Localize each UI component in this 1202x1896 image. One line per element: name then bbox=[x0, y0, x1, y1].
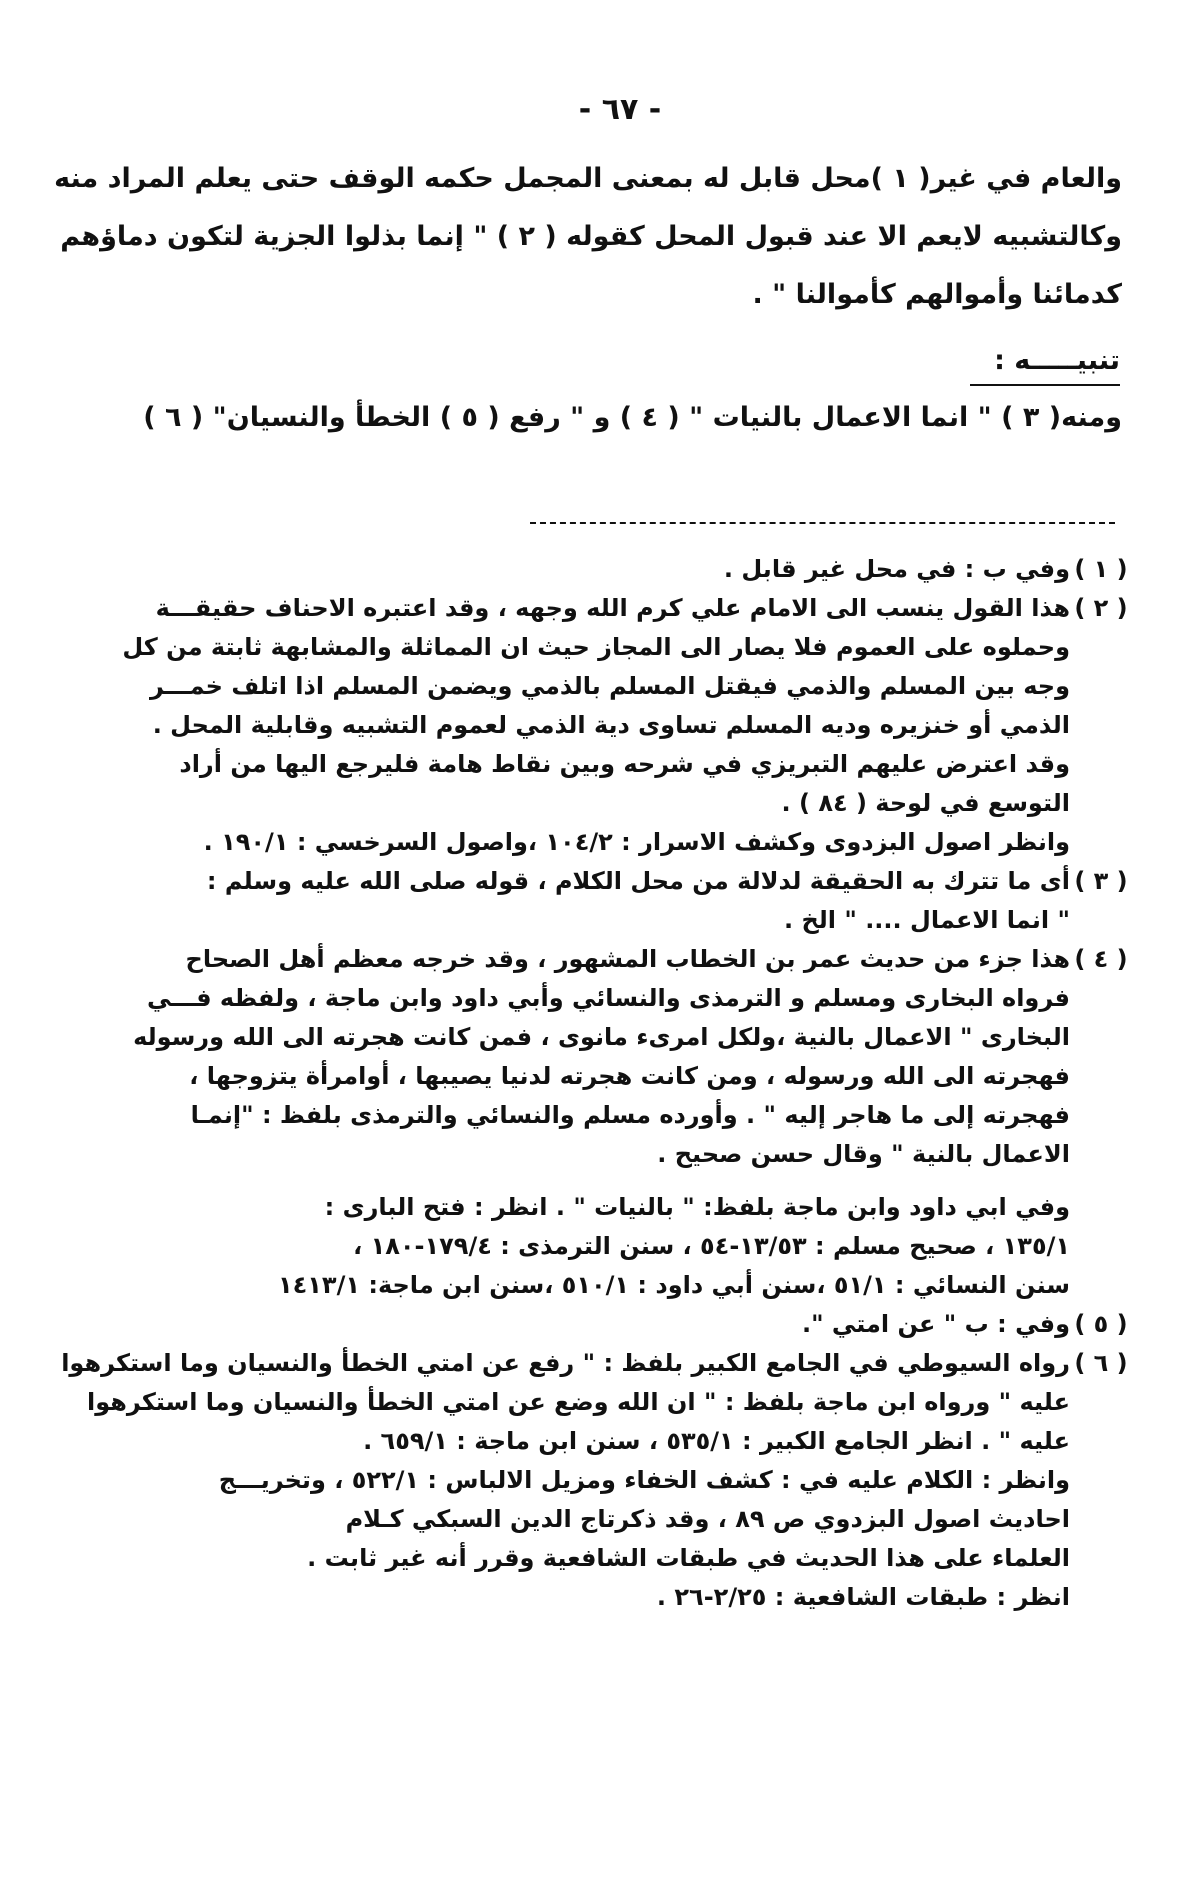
footnote-line: فرواه البخارى ومسلم و الترمذى والنسائي وأبي داود وابن ماجة ، ولفظه فـــي bbox=[146, 984, 1070, 1012]
footnote-6 bbox=[61, 1344, 1132, 1617]
footnote-line: ١٣٥/١ ، صحيح مسلم : ١٣/٥٣-٥٤ ، سنن الترمذى : ١٧٩/٤-١٨٠ ، bbox=[353, 1232, 1070, 1260]
main-text-line: وكالتشبيه لايعم الا عند قبول المحل كقوله ( ٢ ) " إنما بذلوا الجزية لتكون دماؤهم bbox=[60, 221, 1122, 252]
footnote-line: الذمي أو خنزيره وديه المسلم تساوى دية الذمي لعموم التشبيه وقابلية المحل . bbox=[152, 711, 1070, 739]
footnote-3 bbox=[122, 862, 1132, 940]
footnote-line: العلماء على هذا الحديث في طبقات الشافعية وقرر أنه غير ثابت . bbox=[307, 1544, 1070, 1572]
footnote-line: وحملوه على العموم فلا يصار الى المجاز حيث ان المماثلة والمشابهة ثابتة من كل bbox=[122, 633, 1070, 661]
footnote-line: وفي ابي داود وابن ماجة بلفظ: " بالنيات " . انظر : فتح البارى : bbox=[324, 1193, 1070, 1221]
footnote-4 bbox=[122, 940, 1132, 1174]
note-text: ومنه( ٣ ) " انما الاعمال بالنيات " ( ٤ ) و " رفع ( ٥ ) الخطأ والنسيان" ( ٦ ) bbox=[143, 402, 1122, 433]
footnote-line: وانظر : الكلام عليه في : كشف الخفاء ومزيل الالباس : ٥٢٢/١ ، وتخريـــج bbox=[218, 1466, 1070, 1494]
footnote-line: رواه السيوطي في الجامع الكبير بلفظ : " رفع عن امتي الخطأ والنسيان وما استكرهوا bbox=[61, 1349, 1070, 1377]
footnote-text bbox=[122, 550, 1070, 589]
footnote-1 bbox=[122, 550, 1132, 589]
footnote-line: هذا القول ينسب الى الامام علي كرم الله وجهه ، وقد اعتبره الاحناف حقيقـــة bbox=[155, 594, 1070, 622]
footnote-line: الاعمال بالنية " وقال حسن صحيح . bbox=[657, 1140, 1070, 1168]
footnote-text bbox=[122, 1305, 1070, 1344]
footnote-4-references bbox=[122, 1188, 1070, 1305]
footnote-divider bbox=[530, 522, 1115, 524]
footnotes bbox=[61, 550, 1132, 1617]
footnote-number: ( ٢ ) bbox=[1074, 594, 1128, 622]
footnote-line: هذا جزء من حديث عمر بن الخطاب المشهور ، وقد خرجه معظم أهل الصحاح bbox=[185, 945, 1070, 973]
footnote-2 bbox=[122, 589, 1132, 862]
footnote-text bbox=[122, 940, 1070, 1174]
footnote-number: ( ١ ) bbox=[1074, 555, 1128, 583]
footnote-line: وفي ب : في محل غير قابل . bbox=[723, 555, 1070, 583]
footnote-line: عليه " . انظر الجامع الكبير : ٥٣٥/١ ، سنن ابن ماجة : ٦٥٩/١ . bbox=[363, 1427, 1070, 1455]
footnote-5 bbox=[122, 1305, 1132, 1344]
footnote-number: ( ٦ ) bbox=[1074, 1349, 1128, 1377]
footnote-line: فهجرته الى الله ورسوله ، ومن كانت هجرته لدنيا يصيبها ، أوامرأة يتزوجها ، bbox=[189, 1062, 1070, 1090]
footnote-line: احاديث اصول البزدوي ص ٨٩ ، وقد ذكرتاج الدين السبكي كـلام bbox=[345, 1505, 1070, 1533]
footnote-line: عليه " ورواه ابن ماجة بلفظ : " ان الله وضع عن امتي الخطأ والنسيان وما استكرهوا bbox=[87, 1388, 1070, 1416]
main-text bbox=[54, 150, 1122, 324]
footnote-text bbox=[122, 862, 1070, 940]
footnote-number: ( ٣ ) bbox=[1074, 867, 1128, 895]
footnote-line: انظر : طبقات الشافعية : ٢/٢٥-٢٦ . bbox=[656, 1583, 1070, 1611]
footnote-line: سنن النسائي : ٥١/١ ،سنن أبي داود : ٥١٠/١ ،سنن ابن ماجة: ١٤١٣/١ bbox=[277, 1271, 1070, 1299]
footnote-line: وفي : ب " عن امتي ". bbox=[801, 1310, 1070, 1338]
footnote-line: وجه بين المسلم والذمي فيقتل المسلم بالذمي ويضمن المسلم اذا اتلف خمـــر bbox=[150, 672, 1070, 700]
footnote-line: أى ما تترك به الحقيقة لدلالة من محل الكلام ، قوله صلى الله عليه وسلم : bbox=[206, 867, 1070, 895]
spacer bbox=[122, 1174, 1132, 1188]
page-number: - ٦٧ - bbox=[578, 92, 662, 127]
footnote-number: ( ٥ ) bbox=[1074, 1310, 1128, 1338]
footnote-text bbox=[122, 589, 1070, 862]
footnote-line: وقد اعترض عليهم التبريزي في شرحه وبين نقاط هامة فليرجع اليها من أراد bbox=[179, 750, 1070, 778]
footnote-text bbox=[61, 1344, 1070, 1617]
footnote-line: البخارى " الاعمال بالنية ،ولكل امرىء مانوى ، فمن كانت هجرته الى الله ورسوله bbox=[133, 1023, 1070, 1051]
footnote-line: فهجرته إلى ما هاجر إليه " . وأورده مسلم والنسائي والترمذى بلفظ : "إنمـا bbox=[190, 1101, 1070, 1129]
main-text-line: كدمائنا وأموالهم كأموالنا " . bbox=[752, 279, 1122, 310]
footnote-line: وانظر اصول البزدوى وكشف الاسرار : ١٠٤/٢ ،واصول السرخسي : ١٩٠/١ . bbox=[203, 828, 1070, 856]
main-text-line: والعام في غير( ١ )محل قابل له بمعنى المجمل حكمه الوقف حتى يعلم المراد منه bbox=[54, 163, 1122, 194]
footnote-number: ( ٤ ) bbox=[1074, 945, 1128, 973]
note-heading: تنبيـــــه : bbox=[970, 345, 1120, 386]
footnote-line: " انما الاعمال .... " الخ . bbox=[783, 906, 1070, 934]
footnote-line: التوسع في لوحة ( ٨٤ ) . bbox=[781, 789, 1070, 817]
